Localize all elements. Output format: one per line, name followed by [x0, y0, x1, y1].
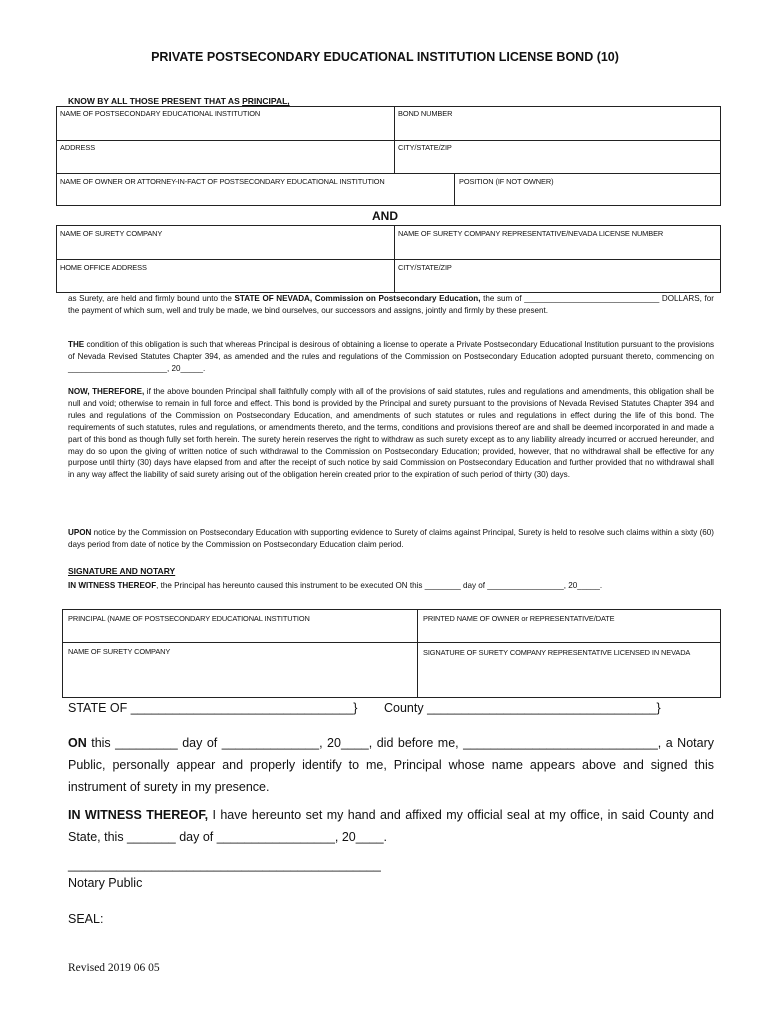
witness-bold: IN WITNESS THEREOF [68, 581, 157, 590]
surety-company-field[interactable] [56, 225, 395, 260]
surety-rep-signature-label: SIGNATURE OF SURETY COMPANY REPRESENTATIVE LICENSED IN NEVADA [423, 648, 691, 657]
notary-public-label: Notary Public [68, 876, 143, 890]
now-therefore-text: if the above bounden Principal shall faithfully comply with all of the provisions of said statutes, rules and regulations and amendments, this obligation shall be null and void; otherwise to remain in full force and effect. This bond is provided by the Principal and surety pursuant to the provisions of Nevada Revised Statutes Chapter 394 and rules and regulations of the Commission on Postsecondary Education, and amendments of such statutes or rules and regulations in effect during the life of this bond. The requirements of such statutes, rules and regulations, or amendments thereto, and the terms, conditions and provisions thereof are and shall be deemed incorporated in and made a part of this bond as though fully set forth herein. The surety herein reserves the right to withdraw as such surety except as to any liability already incurred or accrued hereunder, and may do so upon the giving of written notice of such withdrawal to the Commission on Postsecondary Education; provided, however, that no withdrawal shall be effective for any purpose until thirty (30) days have elapsed from and after the receipt of such notice by said Commission on Postsecondary Education and further provided that no withdrawal shall in any way affect the liability of said surety arising out of the obligation herein created prior to the expiration of such period of thirty (30) days. [68, 387, 715, 480]
bond-number-field[interactable] [394, 106, 721, 141]
witness-text: , the Principal has hereunto caused this instrument to be executed ON this ________ day of _________________, 20_____. [156, 581, 603, 590]
surety-city-state-zip-field[interactable] [394, 259, 721, 293]
county-line: County _________________________________} [384, 701, 661, 715]
principal-signature-label: PRINCIPAL (NAME OF POSTSECONDARY EDUCATIONAL INSTITUTION [68, 614, 310, 623]
position-field[interactable] [454, 173, 721, 206]
surety-company-signature-field[interactable] [62, 642, 418, 698]
notary-witness-text: I have hereunto set my hand and affixed my official seal at my office, in said County and State, this _______ day of _________________, 20____. [68, 808, 714, 844]
address-field[interactable] [56, 140, 395, 174]
condition-paragraph [68, 339, 714, 375]
upon-text: notice by the Commission on Postsecondary Education with supporting evidence to Surety of claims against Principal, Surety is held to resolve such claims within a sixty (60) days period from date of notice by the Commission on Postsecondary Education claim period. [68, 528, 714, 549]
seal-label: SEAL: [68, 912, 104, 926]
surety-paragraph [68, 293, 714, 317]
surety-company-signature-label: NAME OF SURETY COMPANY [68, 647, 171, 656]
notary-witness-paragraph [68, 804, 714, 848]
condition-bold: THE [68, 340, 85, 349]
state-line: STATE OF ________________________________} [68, 701, 358, 715]
document-title: PRIVATE POSTSECONDARY EDUCATIONAL INSTITUTION LICENSE BOND (10) [151, 50, 619, 64]
bond-number-label: BOND NUMBER [398, 109, 453, 118]
principal-city-state-zip-label: CITY/STATE/ZIP [398, 143, 452, 152]
now-therefore-bold: NOW, THEREFORE, [68, 387, 145, 396]
home-office-field[interactable] [56, 259, 395, 293]
witness-line [68, 580, 714, 592]
notary-on-bold: ON [68, 736, 87, 750]
surety-paragraph-text: as Surety, are held and firmly bound unto the [68, 294, 235, 303]
printed-name-label: PRINTED NAME OF OWNER or REPRESENTATIVE/DATE [423, 614, 615, 623]
printed-name-field[interactable] [417, 609, 721, 643]
notary-paragraph [68, 732, 714, 798]
now-therefore-paragraph [68, 386, 714, 481]
and-label: AND [372, 209, 398, 223]
know-by-heading [68, 96, 290, 106]
notary-signature-line[interactable]: _____________________________________________ [68, 858, 381, 872]
surety-paragraph-text-2: the sum of ______________________________ DOLLARS, for the payment of which sum, well and truly be made, we bind ourselves, our successors and assigns, jointly and firmly by these present. [68, 294, 714, 315]
revised-date: Revised 2019 06 05 [68, 962, 160, 974]
upon-paragraph [68, 527, 714, 551]
notary-witness-bold: IN WITNESS THEREOF, [68, 808, 209, 822]
notary-paragraph-text: this _________ day of ______________, 20____, did before me, ____________________________, a Notary Public, personally appear and properly identify to me, Principal whose name appears above and signed this instrument of surety in my presence. [68, 736, 714, 794]
surety-rep-field[interactable] [394, 225, 721, 260]
surety-city-state-zip-label: CITY/STATE/ZIP [398, 263, 452, 272]
institution-name-label: NAME OF POSTSECONDARY EDUCATIONAL INSTITUTION [60, 109, 261, 118]
institution-name-field[interactable] [56, 106, 395, 141]
surety-rep-signature-field[interactable] [417, 642, 721, 698]
know-by-principal: PRINCIPAL, [242, 96, 290, 106]
owner-name-field[interactable] [56, 173, 455, 206]
signature-heading: SIGNATURE AND NOTARY [68, 566, 176, 576]
principal-city-state-zip-field[interactable] [394, 140, 721, 174]
position-label: POSITION (IF NOT OWNER) [459, 177, 554, 186]
upon-bold: UPON [68, 528, 92, 537]
surety-rep-label: NAME OF SURETY COMPANY REPRESENTATIVE/NEVADA LICENSE NUMBER [398, 229, 664, 238]
know-by-prefix: KNOW BY ALL THOSE PRESENT THAT AS [68, 96, 243, 106]
condition-text: condition of this obligation is such that whereas Principal is desirous of obtaining a license to operate a Private Postsecondary Educational Institution pursuant to the provisions of Nevada Revised Statutes Chapter 394, as amended and the rules and regulations of the Commission on Postsecondary Education adopted pursuant thereto, commencing on ______________________, 20_____. [68, 340, 714, 373]
surety-company-label: NAME OF SURETY COMPANY [60, 229, 163, 238]
principal-signature-field[interactable] [62, 609, 418, 643]
home-office-label: HOME OFFICE ADDRESS [60, 263, 147, 272]
owner-name-label: NAME OF OWNER OR ATTORNEY-IN-FACT OF POSTSECONDARY EDUCATIONAL INSTITUTION [60, 177, 385, 186]
address-label: ADDRESS [60, 143, 96, 152]
surety-paragraph-bold: STATE OF NEVADA, Commission on Postsecondary Education, [234, 294, 481, 303]
